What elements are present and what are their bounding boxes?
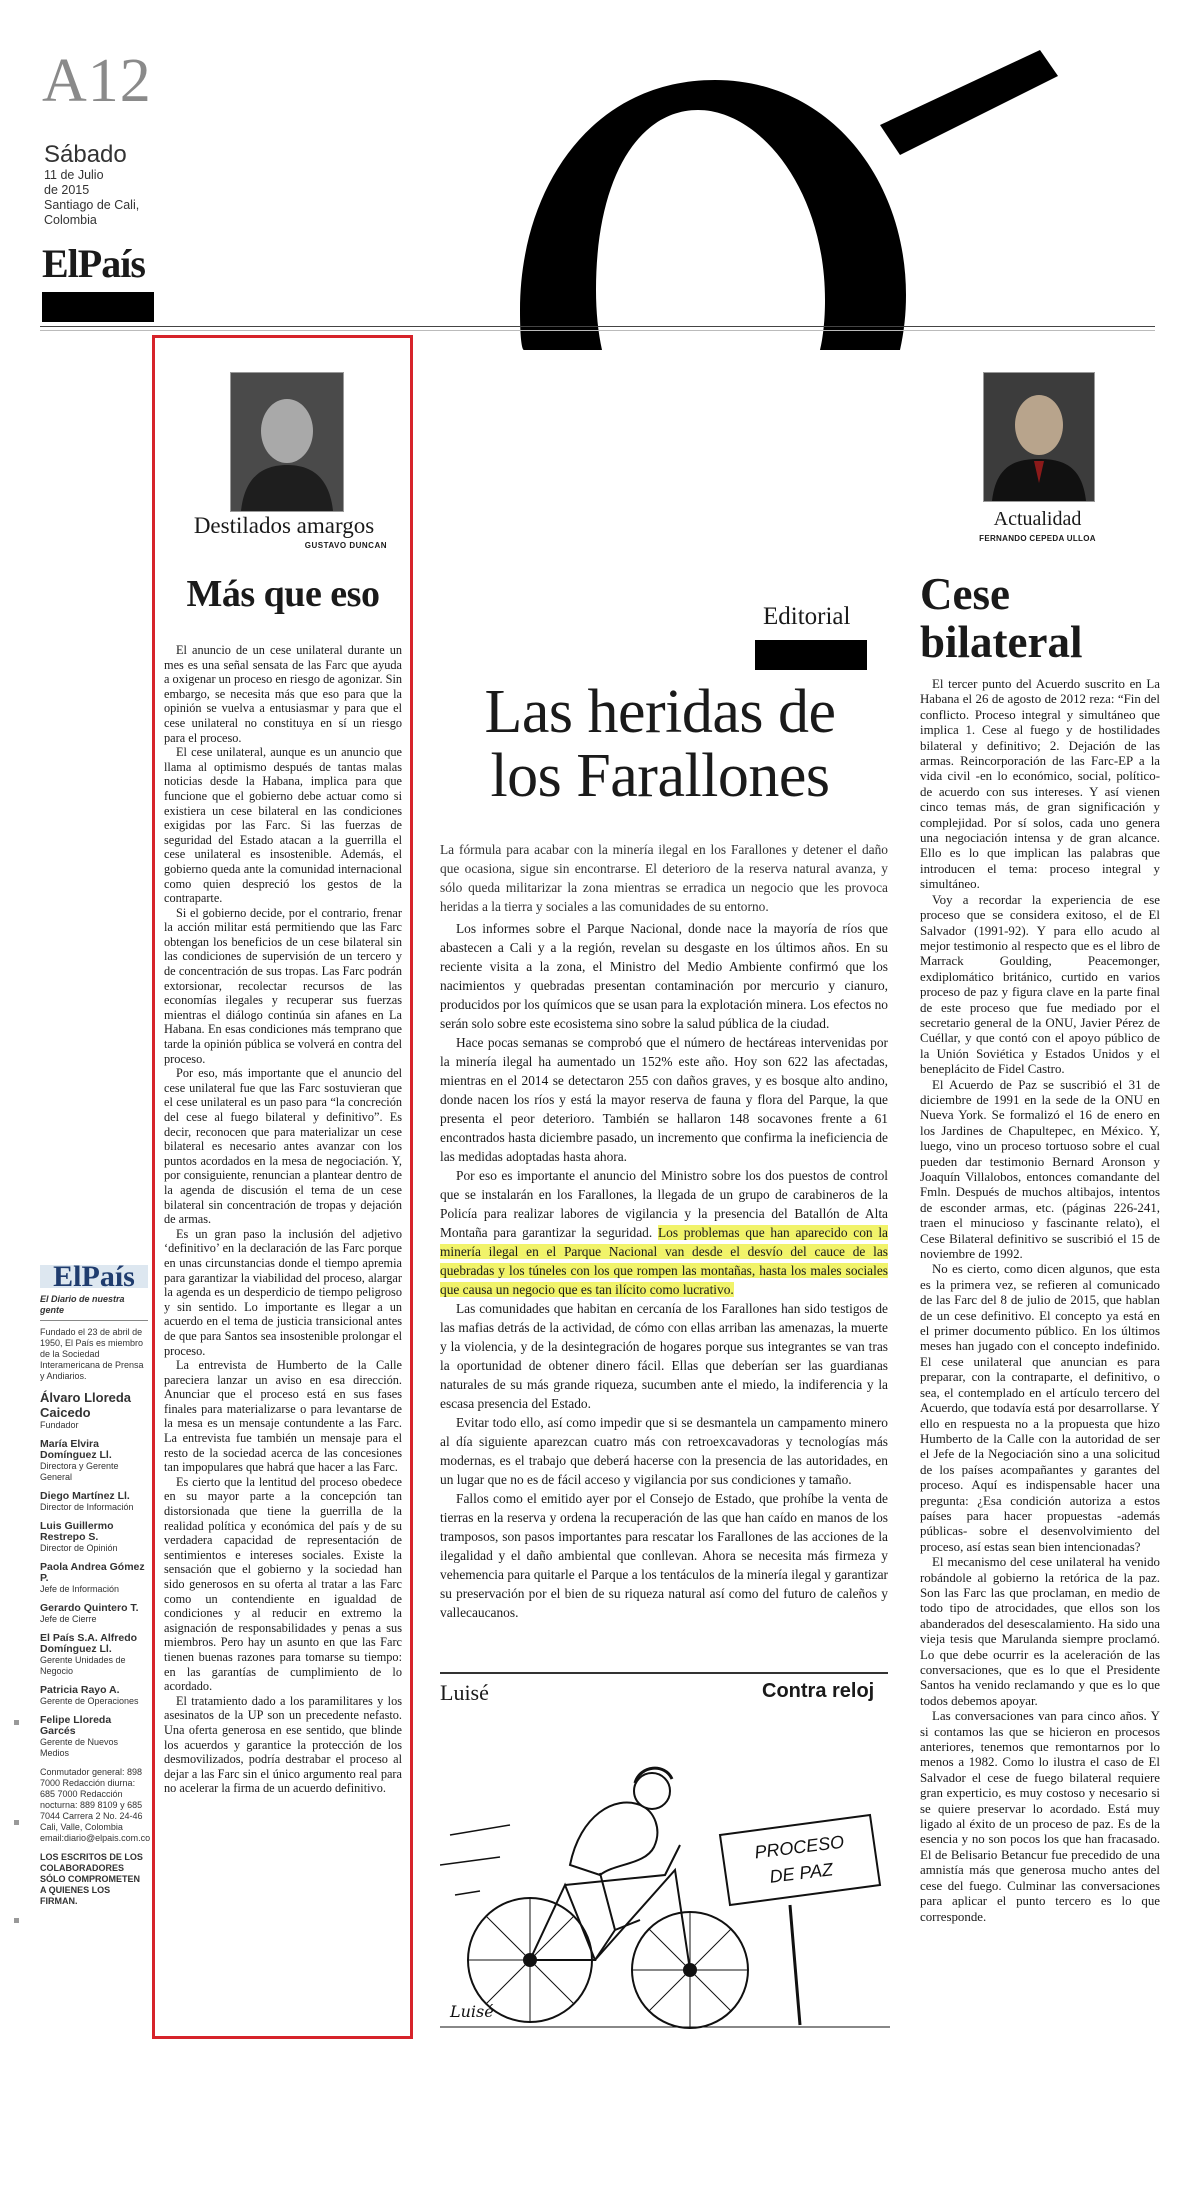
cartoon-signature: Luisé xyxy=(450,2002,494,2021)
column-paragraph: Por eso, más importante que el anuncio del cese unilateral fue que las Farc sostuvieran que el cese unilateral es un paso para “la concreción del cese al fuego bilateral y definitivo”. Es decir, reconocen que para materializar un cese bilateral es necesario antes avanzar con los puntos acordados en la mesa de negociación. Y, por consiguiente, renuncian a plantear dentro de la agenda de discusión el tema de un cese bilateral sin concentración de tropas y dejación de armas. xyxy=(164,1066,402,1227)
staff-role: Jefe de Cierre xyxy=(40,1614,97,1624)
column-paragraph: Las conversaciones van para cinco años. Y si contamos las que se hicieron en procesos anteriores, tenemos que remontarnos por lo menos a 1982. Como lo ilustra el caso de El Salvador el cese de fuego bilateral requiere gran experticio, es muy costoso y necesario si se quiere preservar lo acordado. Está muy ligado al éxito de un proceso de paz. Es de la esencia y no son pocos los que han fracasado. El de Belisario Betancur fue precedido de una amnistía más que generosa mucho antes del cese del fuego. Culminar las conversaciones para aplicar el punto tercero es lo que corresponde. xyxy=(920,1709,1160,1924)
page-number: A12 xyxy=(42,47,152,115)
margin-bullet xyxy=(14,1820,19,1825)
staff-founded: Fundado el 23 de abril de 1950, El País es miembro de la Sociedad Interamericana de Prensa y Andiarios. xyxy=(40,1327,144,1381)
staff-person xyxy=(40,1491,148,1513)
editorial-paragraph: Evitar todo ello, así como impedir que si se desmantela un campamento minero al día siguiente aparezcan cuatro más con retroexcavadoras y tecnologías más modernas, es el trabajo que deberá hacerse con la presencia de las autoridades, en un lugar que no es de fácil acceso y vigilancia por sus condiciones y tamaño. xyxy=(440,1415,888,1487)
staff-name: El País S.A. Alfredo Domínguez Ll. xyxy=(40,1632,138,1655)
staff-tagline: El Diario de nuestra gente xyxy=(40,1294,148,1321)
redaction-bar xyxy=(42,292,154,322)
staff-name: Diego Martínez Ll. xyxy=(40,1490,130,1502)
column-title: Más que eso xyxy=(186,573,380,615)
newspaper-logo: ElPaís xyxy=(42,241,145,286)
dateline-date1: 11 de Julio xyxy=(44,168,104,182)
staff-role: Director de Información xyxy=(40,1502,134,1512)
staff-disclaimer: LOS ESCRITOS DE LOS COLABORADORES SÓLO COMPROMETEN A QUIENES LOS FIRMAN. xyxy=(40,1852,143,1906)
dateline-date2: de 2015 xyxy=(44,183,90,197)
editorial-text: Por eso es importante el anuncio del Ministro sobre los dos puestos de control que se instalarán en los Farallones, la llegada de un grupo de carabineros de la Policía para realizar labores de vigilancia y la presencia del Batallón de Alta Montaña para garantizar la seguridad. xyxy=(440,1168,888,1240)
staff-name: Paola Andrea Gómez P. xyxy=(40,1561,145,1584)
editorial-paragraph: Los informes sobre el Parque Nacional, donde nace la mayoría de ríos que abastecen a Cali y a la región, revelan su desgaste en los últimos años. En su reciente visita a la zona, el Ministro del Medio Ambiente confirmó que los nacimientos y quebradas presentan contaminación por mercurio y cianuro, producidos por los químicos que se usan para la explotación minera. Los efectos no serán solo sobre este ecosistema sino sobre la salud pública de la ciudad. xyxy=(440,921,888,1031)
dateline-location2: Colombia xyxy=(44,213,97,227)
staff-name: Felipe Lloreda Garcés xyxy=(40,1714,112,1737)
column-paragraph: El mecanismo del cese unilateral ha venido robándole al gobierno la retórica de la paz. Son las Farc las que proclaman, en medio de todo tipo de atrocidades, que ellos son los abanderados del desescalamiento. Ha sido una vieja tesis que Marulanda siempre proclamó. Lo que debe ocurrir es la aceleración de las conversaciones, que es lo que el Presidente Santos ha venido reclamando y que es lo que todos debemos apoyar. xyxy=(920,1555,1160,1708)
column-paragraph: El cese unilateral, aunque es un anuncio que llama al optimismo después de tantas malas noticias desde la Habana, implica para que funcione que el gobierno debe actuar como si existiera un cese bilateral en las condiciones exigidas por las Farc. Si las fuerzas de seguridad del Estado atacan a la guerrilla el cese unilateral es insostenible. Además, el gobierno queda ante la comunidad internacional como quien despreció los gestos de la contraparte. xyxy=(164,745,402,906)
staff-role: Gerente Unidades de Negocio xyxy=(40,1655,126,1676)
staff-role: Gerente de Nuevos Medios xyxy=(40,1737,119,1758)
staff-name: Luis Guillermo Restrepo S. xyxy=(40,1520,114,1543)
columnist-photo xyxy=(983,372,1095,502)
staff-person xyxy=(40,1633,148,1677)
cartoonist-name: Luisé xyxy=(440,1680,489,1705)
staff-person xyxy=(40,1562,148,1595)
column-paragraph: Voy a recordar la experiencia de ese proceso que se considera exitoso, el de El Salvador (1991-92). Y para ello acudo al mejor testimonio al respecto que es el libro de Marrack Goulding, Peacemonger, exdiplomático británico, curtido en varios proceso de paz y figura clave en la parte final de este proceso que fue mediado por el secretario general de la ONU, Javier Pérez de Cuéllar, y que contó con el apoyo público de la Unión Soviética y Estados Unidos y el beneplácito de Fidel Castro. xyxy=(920,892,1160,1077)
column-title-line2: bilateral xyxy=(920,617,1083,667)
staff-contact: Conmutador general: 898 7000 Redacción diurna: 685 7000 Redacción nocturna: 889 8109 y 685 7044 Carrera 2 No. 24-46 Cali, Valle, Colombia email:diario@elpais.com.co xyxy=(40,1767,151,1843)
staff-role: Directora y Gerente General xyxy=(40,1461,119,1482)
staff-role: Gerente de Operaciones xyxy=(40,1696,139,1706)
cartoon-sign-line1: PROCESO xyxy=(753,1831,846,1863)
dateline xyxy=(44,142,139,228)
staff-brand: ElPaís xyxy=(40,1265,148,1288)
editorial-paragraph: Las comunidades que habitan en cercanía de los Farallones han sido testigos de las mafias detrás de la actividad, de cómo con ellas arriban las amenazas, la muerte y la violencia, y de la desintegración de hogares porque sus integrantes se van tras la oportunidad de obtener dinero fácil. Ellas que deberían ser las guardianas naturales de su más grande riqueza, sucumben ante el miedo, la indiferencia y la escasa presencia del Estado. xyxy=(440,1301,888,1411)
staff-name: Gerardo Quintero T. xyxy=(40,1602,139,1614)
column-paragraph: La entrevista de Humberto de la Calle pareciera lanzar un aviso en esa dirección. Anunciar que el proceso está en sus fases finales para materializarse o para levantarse de la mesa es un mensaje contundente a las Farc. La entrevista fue también un mensaje para el resto de la sociedad acerca de las concesiones tan impopulares que habrá que hacer a las Farc. xyxy=(164,1358,402,1475)
column-author: FERNANDO CEPEDA ULLOA xyxy=(979,534,1096,543)
editorial-label: Editorial xyxy=(763,603,851,630)
staff-person xyxy=(40,1715,148,1759)
editorial-paragraph xyxy=(440,1166,888,1299)
margin-bullet xyxy=(14,1720,19,1725)
cartoon-drawing xyxy=(440,1745,890,2045)
cartoon-rule xyxy=(440,1672,888,1674)
column-body xyxy=(920,677,1160,2037)
column-section-name: Actualidad xyxy=(993,508,1082,530)
column-paragraph: Es un gran paso la inclusión del adjetivo ‘definitivo’ en la declaración de las Farc porque en unas circunstancias donde el tiempo apremia para garantizar la viabilidad del proceso, alargar la agenda es un desperdicio de tiempo peligroso y sin sentido. Lo importante es llegar a un acuerdo en el tema de justicia transicional antes de que para Santos sea insostenible prolongar el proceso. xyxy=(164,1226,402,1358)
founder-role: Fundador xyxy=(40,1420,79,1430)
header-rule xyxy=(40,326,1155,327)
editorial-body xyxy=(440,919,888,1622)
column-paragraph: No es cierto, como dicen algunos, que esta es la primera vez, se refieren al comunicado de las Farc del 8 de julio de 2015, que hablan de un cese definitivo. El concepto ya está en el primer documento público. En los últimos meses han jugado con el concepto indefinido. El cese unilateral que anuncian es para preparar, con la contraparte, el definitivo, o sea, el contemplado en el artículo tercero del Acuerdo, que todavía está por desarrollarse. Y ello en respuesta no a la propuesta que hizo Humberto de la Calle con la autoridad de ser el Jefe de la Negociación sino a una solicitud de los países acompañantes y garantes del proceso. Aquí es indispensable hacer una pregunta: ¿Esa condición autoriza a estos países para hacer propuestas -además públicas- sobre el desenvolvimiento del proceso, así estas sean bien intencionadas? xyxy=(920,1262,1160,1554)
column-body xyxy=(164,643,402,2028)
staff-person xyxy=(40,1439,148,1483)
dateline-location1: Santiago de Cali, xyxy=(44,198,140,212)
founder-name: Álvaro Lloreda Caicedo xyxy=(40,1390,132,1420)
columnist-photo xyxy=(230,372,344,512)
staff-name: Patricia Rayo A. xyxy=(40,1684,120,1696)
editorial-lead: La fórmula para acabar con la minería ilegal en los Farallones y detener el daño que ocasiona, sigue sin encontrarse. El deterioro de la reserva natural avanza, y sólo queda militarizar la zona mientras se erradica un negocio que les provoca heridas a la tierra y sociales a las comunidades de su entorno. xyxy=(440,842,888,914)
editorial-title-line2: los Farallones xyxy=(490,742,830,810)
column-author: GUSTAVO DUNCAN xyxy=(304,541,387,550)
redaction-bar xyxy=(755,640,867,670)
cartoon-title: Contra reloj xyxy=(762,1680,875,1702)
staff-founder xyxy=(40,1390,148,1431)
column-section-name: Destilados amargos xyxy=(193,513,375,538)
staff-person xyxy=(40,1685,148,1707)
header-rule-thin xyxy=(40,330,1155,331)
section-o-glyph xyxy=(430,40,1110,350)
column-paragraph: Es cierto que la lentitud del proceso obedece en su mayor parte a la concepción tan distorsionada que tiene la guerrilla de la realidad política y económica del país y de su verdadera capacidad de representación de sentimientos e intereses sociales. Existe la sensación que el gobierno y la sociedad han sido generosos en su oferta al tratar a las Farc como un contendiente en igualdad de condiciones y al reducir en extremo la asignación de responsabilidades y penas a sus miembros. Pero hay un asunto en que las Farc tienen buenas razones para tomarse su tiempo: en las garantías de cumplimiento de lo acordado. xyxy=(164,1474,402,1694)
staff-person xyxy=(40,1603,148,1625)
staff-role: Director de Opinión xyxy=(40,1543,118,1553)
editorial-title xyxy=(430,680,890,808)
margin-bullet xyxy=(14,1918,19,1923)
column-paragraph: Si el gobierno decide, por el contrario, frenar la acción militar está permitiendo que las Farc obtengan los beneficios de un cese bilateral sin las condiciones de supervisión de un tercero y de concentración de sus tropas. Las Farc podrán extorsionar, recolectar recursos de las economías ilegales y recuperar sus fuerzas mientras el diálogo continúa sin afanes en La Habana. En esas condiciones más temprano que tarde la opinión pública se volverá en contra del proceso. xyxy=(164,905,402,1066)
staff-role: Jefe de Información xyxy=(40,1584,120,1594)
cartoon-sign-line2: DE PAZ xyxy=(768,1859,835,1887)
column-title-line1: Cese xyxy=(920,569,1010,619)
column-title xyxy=(920,570,1150,666)
column-paragraph: El Acuerdo de Paz se suscribió el 31 de diciembre de 1991 en la sede de la ONU en Nueva York. Se formalizó el 16 de enero en los Jardines de Chapultepec, en México. Y, luego, vino un proceso tortuoso sobre el cual pueden dar testimonio Bernard Aronson y Joaquín Villalobos, entonces comandante del Fmln. Después de muchos altibajos, intentos de esconder armas, etc. (páginas 226-241, traen el minucioso y fascinante relato), el Cese Bilateral definitivo se suscribió el 15 de noviembre de 1992. xyxy=(920,1077,1160,1262)
column-paragraph: El anuncio de un cese unilateral durante un mes es una señal sensata de las Farc que ayuda a oxigenar un proceso en riesgo de agonizar. Sin embargo, se necesita más que eso para que la opinión se vuelva a entusiasmar y para que el cese unilateral no constituya en sí un riesgo para el proceso. xyxy=(164,643,402,745)
dateline-day: Sábado xyxy=(44,141,127,168)
editorial-title-line1: Las heridas de xyxy=(484,678,836,746)
editorial-paragraph: Hace pocas semanas se comprobó que el número de hectáreas intervenidas por la minería ilegal ha aumentado un 152% este año. Hoy son 622 las afectadas, mientras en el 2014 se detectaron 255 con daños graves, y es bosque alto andino, donde nacen los ríos y está la mayor reserva de fauna y flora del Parque, la que presenta el peor deterioro. También se hallaron 148 socavones frente a 61 encontrados hasta diciembre pasado, un incremento que confirma la ineficiencia de las medidas adoptadas hasta ahora. xyxy=(440,1035,888,1164)
highlighted-passage: Los problemas que han aparecido con la minería ilegal en el Parque Nacional van desde el desvío del cauce de las quebradas y los túneles con los que rompen las montañas, hasta los males sociales que causa un negocio que es tan ilícito como lucrativo. xyxy=(440,1225,889,1297)
column-paragraph: El tratamiento dado a los paramilitares y los asesinatos de la UP son un precedente nefasto. Una oferta generosa en ese sentido, que blinde los acuerdos y garantice la protección de los desmovilizados, podría destrabar el proceso al dejar a las Farc sin el único argumento real para no acelerar la firma de un acuerdo definitivo. xyxy=(164,1693,402,1796)
staff-person xyxy=(40,1521,148,1554)
column-paragraph: El tercer punto del Acuerdo suscrito en La Habana el 26 de agosto de 2012 reza: “Fin del conflicto. Proceso integral y simultáneo que implica 1. Cese al fuego y de hostilidades bilateral y definitivo; 2. Dejación de las armas. Reincorporación de las Farc-EP a la vida civil -en lo económico, social, político- de acuerdo con sus intereses. Y así vienen cinco temas más, de gran significación y complejidad. Por sí solos, cada uno genera una negociación intensa y de gran alcance. Ello es lo que implican las palabras que introducen el tema: proceso integral y simultáneo. xyxy=(920,677,1160,892)
editorial-paragraph: Fallos como el emitido ayer por el Consejo de Estado, que prohíbe la venta de tierras en la reserva y ordena la recuperación de las que han caído en manos de los tramposos, son pasos importantes para rescatar los Farallones de las acciones de la ilegalidad y el daño ambiental que conllevan. Ahora se necesita más firmeza y vehemencia para quitarle el Parque a los tentáculos de la minería ilegal y garantizar su preservación por el bien de su riqueza natural así como del futuro de caleños y vallecaucanos. xyxy=(440,1491,888,1620)
masthead-staff-box xyxy=(40,1260,151,1907)
staff-name: María Elvira Domínguez Ll. xyxy=(40,1438,112,1461)
